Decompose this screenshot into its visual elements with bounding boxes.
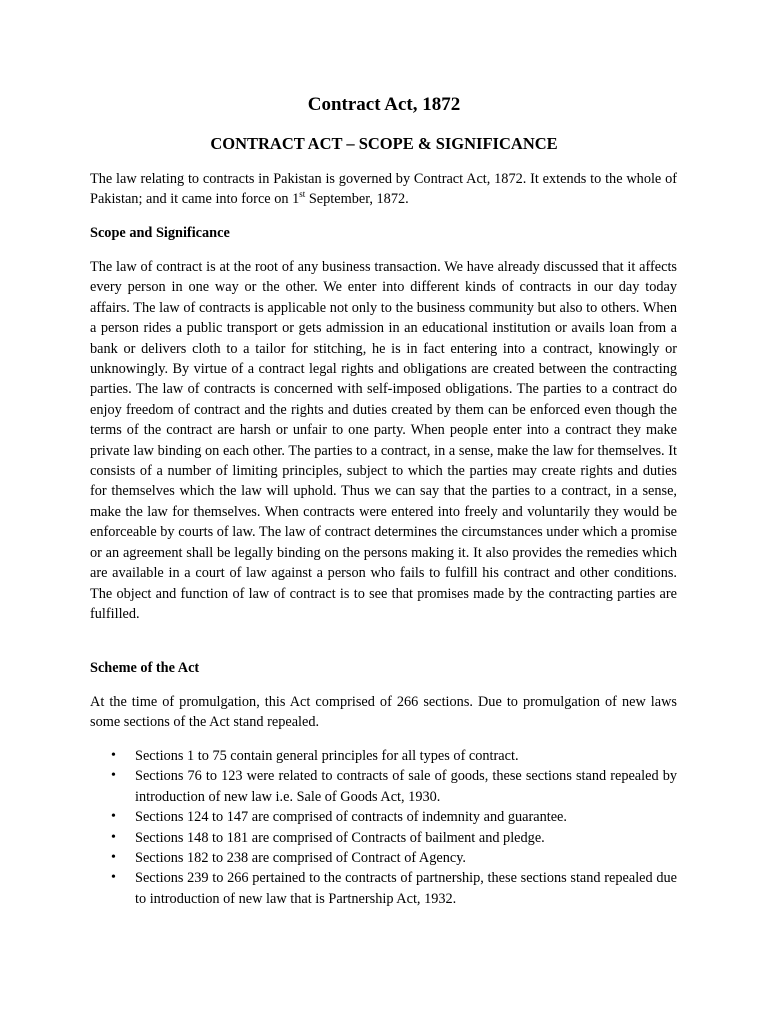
list-item-text: Sections 76 to 123 were related to contracts of sale of goods, these sections stand repealed by introduction of new law i.e. Sale of Goods Act, 1930. bbox=[135, 768, 677, 805]
list-item-text: Sections 1 to 75 contain general principles for all types of contract. bbox=[135, 748, 519, 764]
intro-text: The law relating to contracts in Pakistan is governed by Contract Act, 1872. It extends to the whole of Pakistan; and it came into force on 1 bbox=[90, 171, 677, 208]
intro-paragraph bbox=[90, 169, 677, 210]
bullet-icon: • bbox=[111, 850, 116, 866]
list-item-text: Sections 239 to 266 pertained to the contracts of partnership, these sections stand repealed due to introduction of new law that is Partnership Act, 1932. bbox=[135, 870, 677, 907]
document-subtitle: CONTRACT ACT – SCOPE & SIGNIFICANCE bbox=[210, 134, 558, 153]
section-heading-scope: Scope and Significance bbox=[90, 225, 230, 241]
bullet-icon: • bbox=[111, 870, 116, 886]
list-item bbox=[90, 828, 677, 848]
list-item-text: Sections 148 to 181 are comprised of Contracts of bailment and pledge. bbox=[135, 829, 545, 846]
list-item bbox=[90, 766, 677, 807]
list-item bbox=[90, 848, 677, 868]
list-item bbox=[90, 746, 677, 766]
list-item-text: Sections 124 to 147 are comprised of contracts of indemnity and guarantee. bbox=[135, 809, 567, 826]
bullet-icon: • bbox=[111, 809, 116, 825]
ordinal-superscript: st bbox=[299, 189, 306, 200]
intro-text-end: September, 1872. bbox=[305, 191, 409, 208]
section-heading-scheme: Scheme of the Act bbox=[90, 660, 200, 676]
bullet-icon: • bbox=[111, 829, 116, 845]
scheme-paragraph: At the time of promulgation, this Act comprised of 266 sections. Due to promulgation of new laws some sections of the Act stand repealed. bbox=[90, 694, 677, 731]
list-item bbox=[90, 807, 677, 827]
document-title: Contract Act, 1872 bbox=[307, 94, 461, 115]
bullet-icon: • bbox=[111, 748, 116, 763]
list-item bbox=[90, 868, 677, 909]
list-item-text: Sections 182 to 238 are comprised of Contract of Agency. bbox=[135, 850, 466, 867]
sections-list bbox=[90, 746, 677, 909]
scope-paragraph: The law of contract is at the root of any business transaction. We have already discussed that it affects every person in one way or the other. We enter into different kinds of contracts in our day today affairs. The law of contracts is applicable not only to the business community but also to others. When a person rides a public transport or gets admission in an educational institution or avails loan from a bank or delivers cloth to a tailor for stitching, he is in fact entering into a contract, knowingly or unknowingly. By virtue of a contract legal rights and obligations are created between the contracting parties. The law of contracts is concerned with self-imposed obligations. The parties to a contract do enjoy freedom of contract and the rights and duties created by them can be enforced even though the terms of the contract are harsh or unfair to one party. When people enter into a contract they make private law binding on each other. The parties to a contract, in a sense, make the law for themselves. It consists of a number of limiting principles, subject to which the parties may create rights and duties for themselves which the law will uphold. Thus we can say that the parties to a contract, in a sense, make the law for themselves. When contracts were entered into freely and voluntarily they would be enforceable by courts of law. The law of contract determines the circumstances under which a promise or an agreement shall be legally binding on the persons making it. It also provides the remedies which are available in a court of law against a person who fails to fulfill his contract and other conditions. The object and function of law of contract is to see that promises made by the contracting parties are fulfilled. bbox=[90, 259, 677, 622]
bullet-icon: • bbox=[111, 768, 116, 784]
